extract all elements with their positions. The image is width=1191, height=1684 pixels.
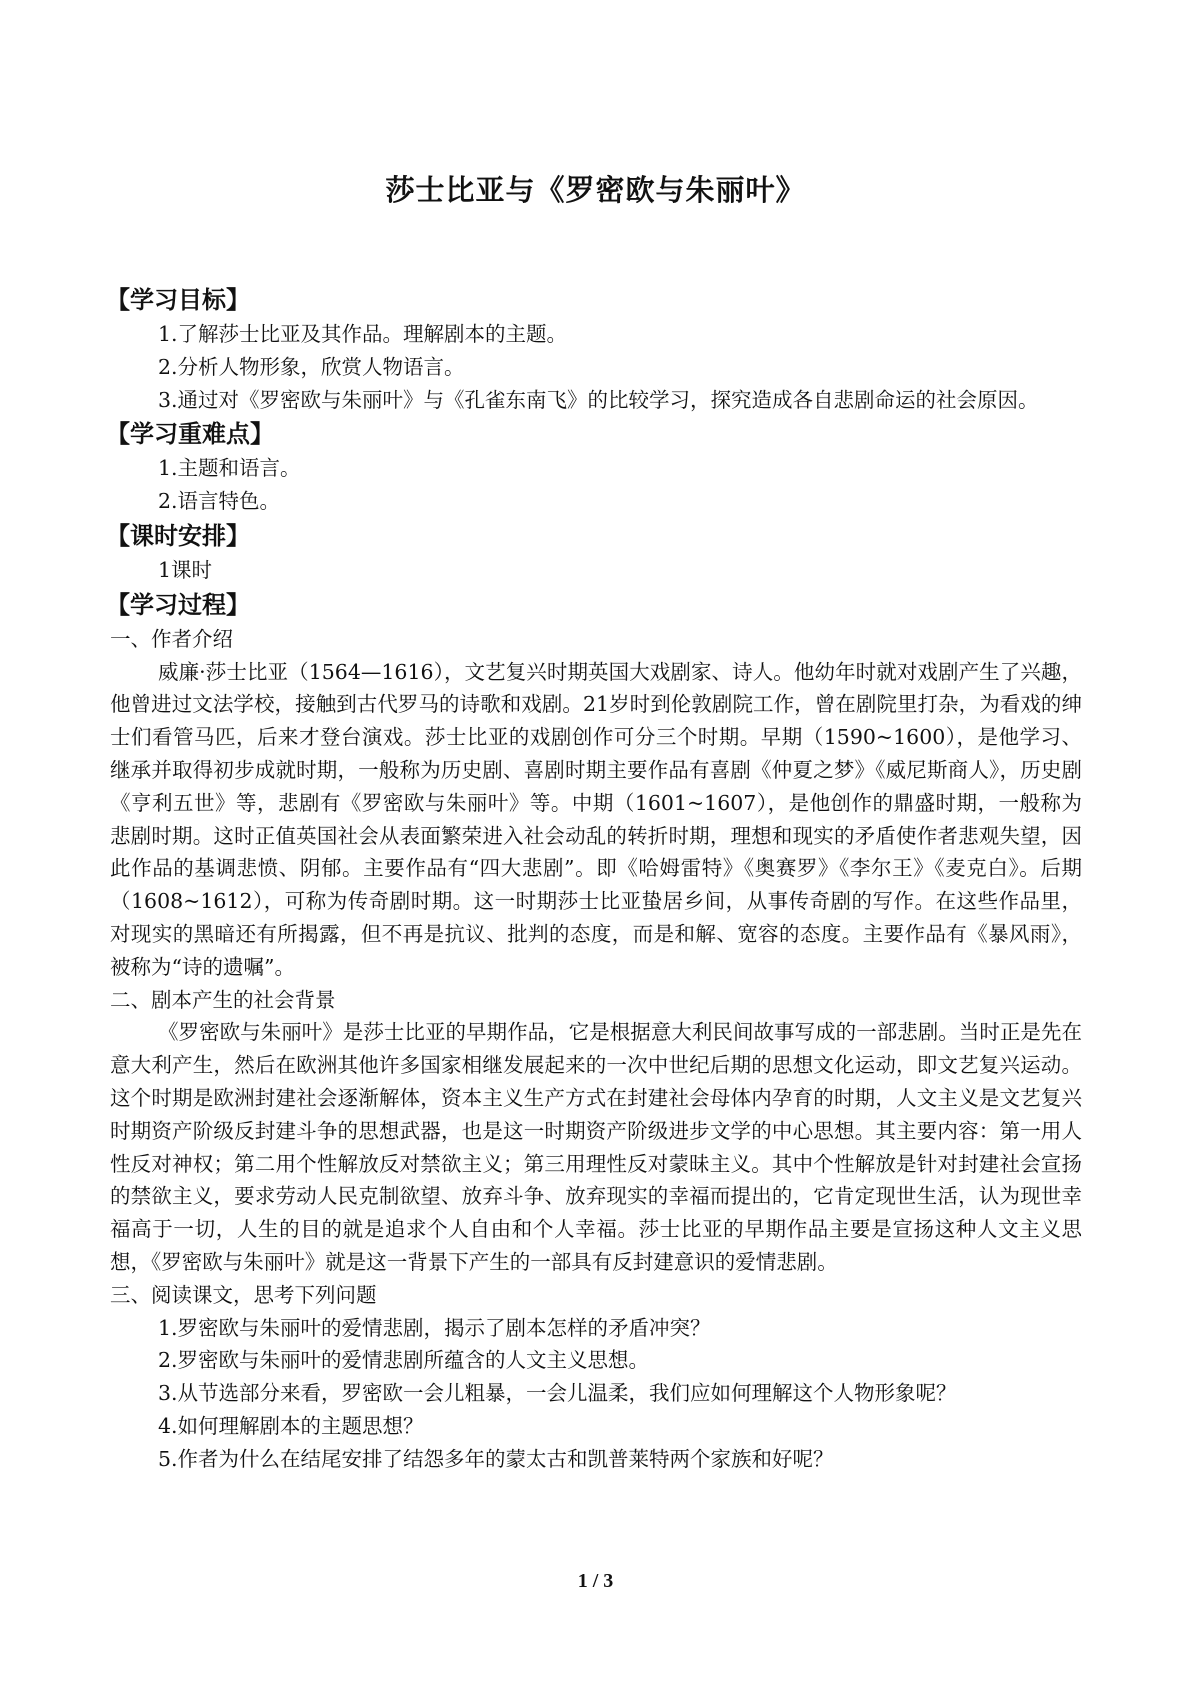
keypoint-item: 2.语言特色。 xyxy=(158,489,281,514)
schedule-heading: 【课时安排】 xyxy=(106,521,250,550)
objectives-heading: 【学习目标】 xyxy=(106,286,250,314)
document-body xyxy=(106,282,1082,1476)
question-item: 3.从节选部分来看，罗密欧一会儿粗暴，一会儿温柔，我们应如何理解这个人物形象呢？ xyxy=(158,1381,957,1406)
background-paragraph: 《罗密欧与朱丽叶》是莎士比亚的早期作品，它是根据意大利民间故事写成的一部悲剧。当时正是先在意大利产生，然后在欧洲其他许多国家相继发展起来的一次中世纪后期的思想文化运动，即文艺复兴运动。这个时期是欧洲封建社会逐渐解体，资本主义生产方式在封建社会母体内孕育的时期，人文主义是文艺复兴时期资产阶级反封建斗争的思想武器，也是这一时期资产阶级进步文学的中心思想。其主要内容：第一用人性反对神权；第二用个性解放反对禁欲主义；第三用理性反对蒙昧主义。其中个性解放是针对封建社会宣扬的禁欲主义，要求劳动人民克制欲望、放弃斗争、放弃现实的幸福而提出的，它肯定现世生活，认为现世幸福高于一切，人生的目的就是追求个人自由和个人幸福。莎士比亚的早期作品主要是宣扬这种人文主义思想，《罗密欧与朱丽叶》就是这一背景下产生的一部具有反封建意识的爱情悲剧。 xyxy=(110,1020,1082,1274)
schedule-text: 1课时 xyxy=(158,557,213,582)
question-item: 1.罗密欧与朱丽叶的爱情悲剧，揭示了剧本怎样的矛盾冲突？ xyxy=(158,1315,711,1340)
question-item: 2.罗密欧与朱丽叶的爱情悲剧所蕴含的人文主义思想。 xyxy=(158,1348,650,1373)
author-heading: 一、作者介绍 xyxy=(110,626,233,651)
page-title: 莎士比亚与《罗密欧与朱丽叶》 xyxy=(385,173,806,207)
process-heading: 【学习过程】 xyxy=(106,590,250,619)
background-heading: 二、剧本产生的社会背景 xyxy=(110,987,336,1012)
keypoint-item: 1.主题和语言。 xyxy=(158,456,301,481)
keypoints-heading: 【学习重难点】 xyxy=(106,420,274,449)
objective-item: 2.分析人物形象，欣赏人物语言。 xyxy=(158,354,465,379)
questions-heading: 三、阅读课文，思考下列问题 xyxy=(110,1282,377,1307)
question-item: 5.作者为什么在结尾安排了结怨多年的蒙太古和凯普莱特两个家族和好呢？ xyxy=(158,1446,834,1471)
author-paragraph: 威廉·莎士比亚（1564—1616），文艺复兴时期英国大戏剧家、诗人。他幼年时就对戏剧产生了兴趣，他曾进过文法学校，接触到古代罗马的诗歌和戏剧。21岁时到伦敦剧院工作，曾在剧院里打杂，为看戏的绅士们看管马匹，后来才登台演戏。莎士比亚的戏剧创作可分三个时期。早期（1590~1600），是他学习、继承并取得初步成就时期，一般称为历史剧、喜剧时期主要作品有喜剧《仲夏之梦》《威尼斯商人》，历史剧《亨利五世》等，悲剧有《罗密欧与朱丽叶》等。中期（1601~1607），是他创作的鼎盛时期，一般称为悲剧时期。这时正值英国社会从表面繁荣进入社会动乱的转折时期，理想和现实的矛盾使作者悲观失望，因此作品的基调悲愤、阴郁。主要作品有“四大悲剧”。即《哈姆雷特》《奥赛罗》《李尔王》《麦克白》。后期（1608~1612），可称为传奇剧时期。这一时期莎士比亚蛰居乡间，从事传奇剧的写作。在这些作品里，对现实的黑暗还有所揭露，但不再是抗议、批判的态度，而是和解、宽容的态度。主要作品有《暴风雨》，被称为“诗的遗嘱”。 xyxy=(110,659,1082,979)
page-number: 1 / 3 xyxy=(577,1570,614,1592)
objective-item: 1.了解莎士比亚及其作品。理解剧本的主题。 xyxy=(158,322,568,346)
objective-item: 3.通过对《罗密欧与朱丽叶》与《孔雀东南飞》的比较学习，探究造成各自悲剧命运的社会原因。 xyxy=(158,387,1039,412)
question-item: 4.如何理解剧本的主题思想？ xyxy=(158,1413,424,1438)
